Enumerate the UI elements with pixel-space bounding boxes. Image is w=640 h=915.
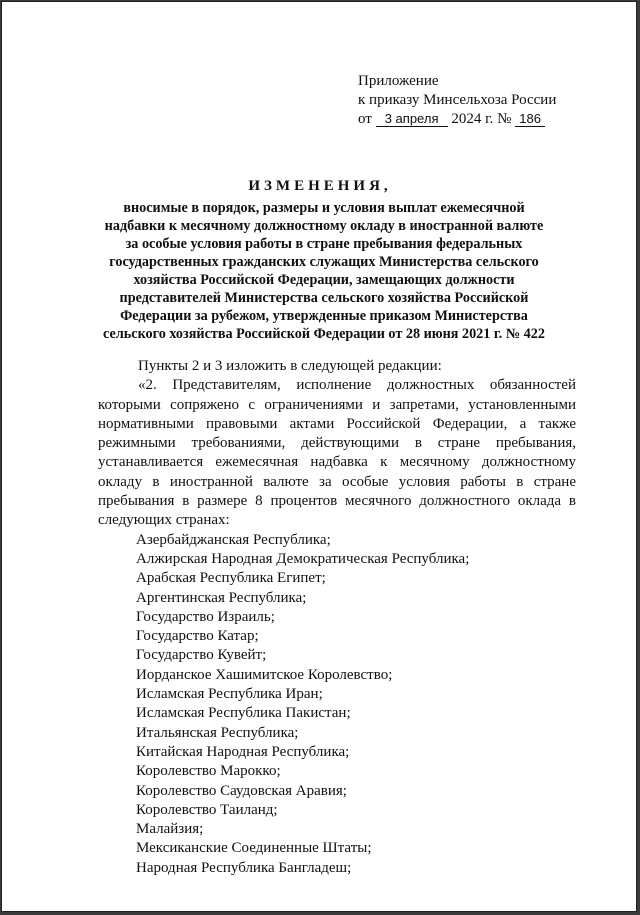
appendix-year: 2024 г. № bbox=[451, 111, 512, 127]
list-item: Королевство Саудовская Аравия; bbox=[136, 782, 347, 799]
appendix-label: Приложение bbox=[358, 73, 439, 89]
list-item: Иорданское Хашимитское Королевство; bbox=[136, 666, 393, 683]
document-subtitle bbox=[94, 199, 554, 343]
list-item: Китайская Народная Республика; bbox=[136, 743, 350, 760]
appendix-date-line bbox=[358, 110, 556, 129]
appendix-header bbox=[358, 72, 556, 129]
list-item: Азербайджанская Республика; bbox=[136, 531, 331, 548]
list-item: Аргентинская Республика; bbox=[136, 589, 307, 606]
list-item: Исламская Республика Иран; bbox=[136, 686, 323, 703]
subtitle-line: Федерации за рубежом, утвержденные приказом Министерства bbox=[120, 308, 528, 324]
intro-paragraph: Пункты 2 и 3 изложить в следующей редакции: bbox=[138, 358, 442, 374]
appendix-order-ref: к приказу Минсельхоза России bbox=[358, 92, 557, 108]
document-title: ИЗМЕНЕНИЯ, bbox=[248, 178, 392, 194]
list-item: Королевство Таиланд; bbox=[136, 801, 278, 818]
subtitle-line: за особые условия работы в стране пребывания федеральных bbox=[125, 236, 523, 252]
subtitle-line: вносимые в порядок, размеры и условия выплат ежемесячной bbox=[123, 200, 525, 216]
subtitle-line: представителей Министерства сельского хозяйства Российской bbox=[119, 290, 529, 306]
subtitle-line: хозяйства Российской Федерации, замещающих должности bbox=[133, 272, 515, 288]
appendix-prefix: от bbox=[358, 111, 372, 127]
list-item: Итальянская Республика; bbox=[136, 724, 299, 741]
appendix-date: 3 апреля bbox=[376, 111, 448, 127]
subtitle-line: надбавки к месячному должностному окладу в иностранной валюте bbox=[104, 218, 544, 234]
list-item: Королевство Марокко; bbox=[136, 763, 281, 780]
list-item: Народная Республика Бангладеш; bbox=[136, 859, 352, 876]
list-item: Государство Израиль; bbox=[136, 608, 275, 625]
list-item: Арабская Республика Египет; bbox=[136, 570, 326, 587]
list-item: Государство Катар; bbox=[136, 628, 259, 645]
country-list bbox=[98, 531, 576, 878]
paragraph-2: «2. Представителям, исполнение должностных обязанностей которыми сопряжено с ограничениями и запретами, установленными нормативными правовыми актами Российской Федерации, а также режимными требованиями, действующими в стране пребывания, устанавливается ежемесячная надбавка к месячному должностному окладу в иностранной валюте за особые условия работы в стране пребывания в размере 8 процентов месячного должностного оклада в следующих странах: bbox=[98, 377, 576, 529]
list-item: Алжирская Народная Демократическая Республика; bbox=[136, 550, 470, 567]
document-page bbox=[1, 1, 637, 912]
subtitle-line: государственных гражданских служащих Министерства сельского bbox=[109, 254, 539, 270]
list-item: Государство Кувейт; bbox=[136, 647, 267, 664]
appendix-number: 186 bbox=[515, 111, 545, 127]
document-body bbox=[98, 357, 576, 878]
list-item: Исламская Республика Пакистан; bbox=[136, 705, 351, 722]
list-item: Малайзия; bbox=[136, 821, 204, 838]
subtitle-line: сельского хозяйства Российской Федерации от 28 июня 2021 г. № 422 bbox=[103, 326, 545, 342]
list-item: Мексиканские Соединенные Штаты; bbox=[136, 840, 372, 857]
